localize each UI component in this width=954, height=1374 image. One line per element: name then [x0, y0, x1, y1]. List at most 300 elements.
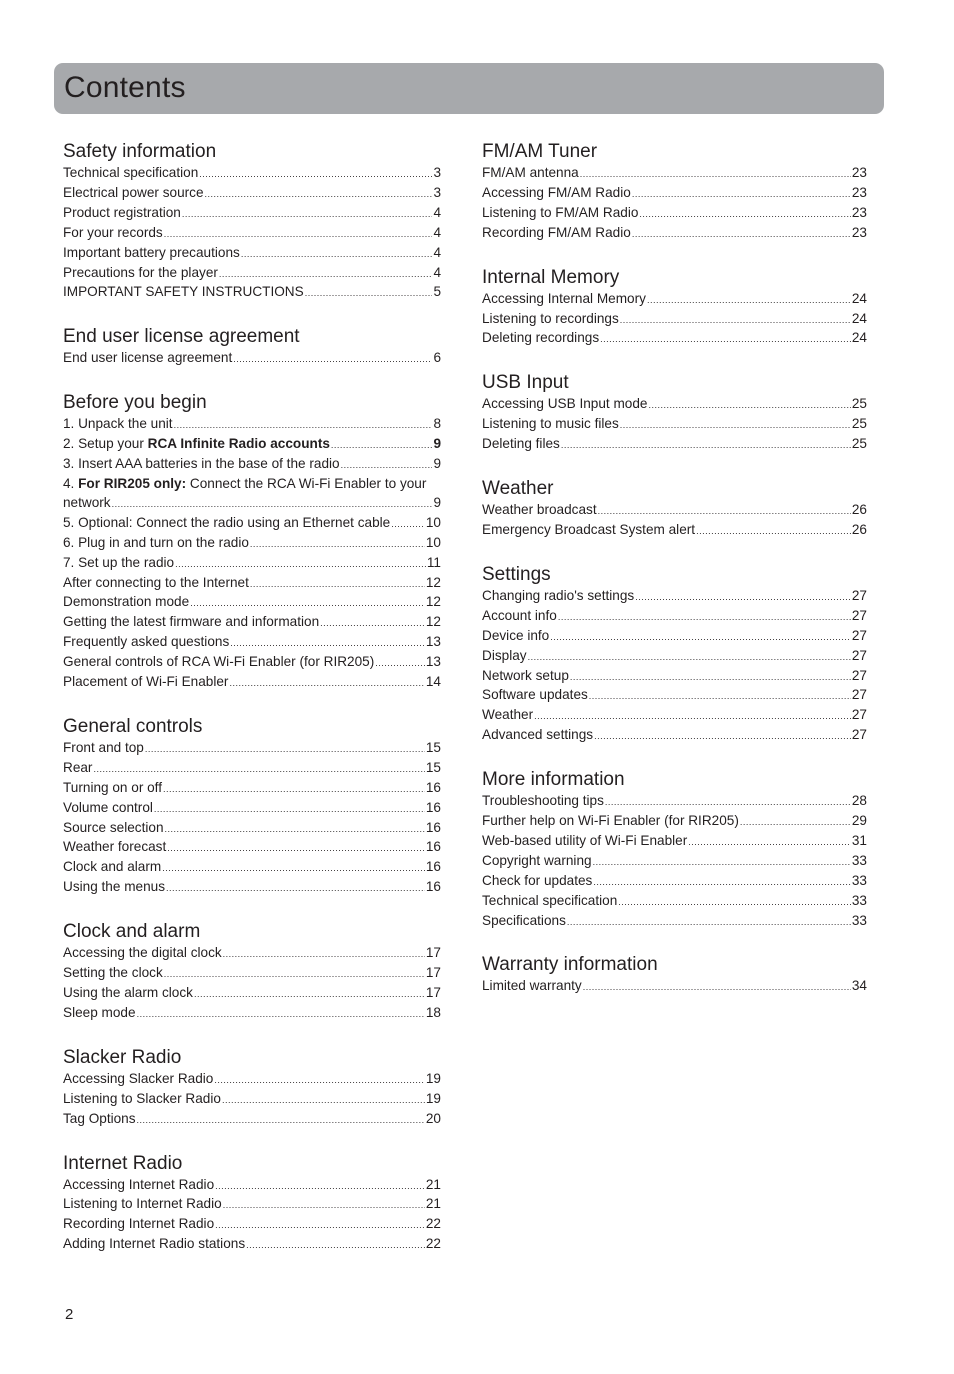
- toc-section: [63, 1046, 441, 1130]
- entry-page-number: 9: [433, 456, 441, 472]
- toc-entry[interactable]: [482, 587, 867, 607]
- entry-page-number: 28: [851, 793, 867, 809]
- entry-prefix: 2. Setup your: [63, 436, 148, 452]
- toc-entry[interactable]: [63, 633, 441, 653]
- toc-entry[interactable]: [63, 534, 441, 554]
- entry-title: Deleting recordings: [482, 330, 600, 346]
- entry-page-number: 12: [425, 574, 441, 590]
- entry-title: Clock and alarm: [63, 859, 162, 875]
- dot-leader: [233, 350, 432, 369]
- entry-title: Precautions for the player: [63, 264, 218, 280]
- entry-title: Display: [482, 647, 527, 663]
- entry-title: Limited warranty: [482, 978, 582, 994]
- toc-entry[interactable]: [482, 435, 867, 455]
- entry-title: Product registration: [63, 204, 181, 220]
- entry-page-number: 34: [851, 978, 867, 994]
- section-title: Safety information: [63, 141, 217, 162]
- toc-entry[interactable]: [63, 1235, 441, 1255]
- dot-leader: [167, 839, 425, 858]
- toc-section: [482, 140, 867, 244]
- dot-leader: [632, 225, 851, 244]
- toc-section: [63, 391, 441, 693]
- dot-leader: [215, 1216, 425, 1235]
- entry-page-number: 16: [425, 799, 441, 815]
- section-title: Weather: [482, 478, 554, 500]
- entry-page-number: 16: [425, 819, 441, 835]
- entry-title: Weather broadcast: [482, 502, 597, 518]
- entry-title: Check for updates: [482, 872, 593, 888]
- entry-title: 6. Plug in and turn on the radio: [63, 534, 249, 550]
- page-number: 2: [65, 1306, 74, 1323]
- entry-page-number: 33: [851, 852, 867, 868]
- entry-title: Accessing Internet Radio: [63, 1176, 215, 1192]
- dot-leader: [528, 648, 851, 667]
- toc-entry[interactable]: [482, 647, 867, 667]
- entry-page-number: 12: [425, 614, 441, 630]
- section-title: FM/AM Tuner: [482, 141, 598, 162]
- entry-title: Account info: [482, 607, 557, 623]
- dot-leader: [190, 594, 425, 613]
- entry-page-number: 4: [433, 204, 441, 220]
- entry-page-number: 15: [425, 739, 441, 755]
- section-title: USB Input: [482, 372, 569, 394]
- entry-page-number: 27: [851, 707, 867, 723]
- toc-entry[interactable]: [63, 759, 441, 779]
- toc-entry[interactable]: [63, 739, 441, 759]
- entry-page-number: 25: [851, 416, 867, 432]
- entry-title: Changing radio's settings: [482, 587, 635, 603]
- entry-page-number: 16: [425, 879, 441, 895]
- entry-page-number: 19: [425, 1070, 441, 1086]
- entry-title: Weather forecast: [63, 839, 167, 855]
- entry-page-number: 4: [433, 224, 441, 240]
- entry-title: Sleep mode: [63, 1004, 136, 1020]
- entry-title: Important battery precautions: [63, 244, 240, 260]
- toc-section: [63, 140, 441, 303]
- entry-title: Web-based utility of Wi-Fi Enabler: [482, 832, 688, 848]
- entry-page-number: 4: [433, 264, 441, 280]
- toc-entry[interactable]: [482, 204, 867, 224]
- entry-title: Adding Internet Radio stations: [63, 1236, 246, 1252]
- entry-title: Getting the latest firmware and information: [63, 614, 320, 630]
- entry-page-number: 11: [426, 554, 441, 570]
- toc-entry[interactable]: [63, 574, 441, 594]
- entry-title: Accessing USB Input mode: [482, 396, 648, 412]
- entry-title: Further help on Wi-Fi Enabler (for RIR205): [482, 813, 739, 829]
- dot-leader: [550, 628, 851, 647]
- toc-entry[interactable]: [482, 310, 867, 330]
- entry-title: Technical specification: [482, 892, 618, 908]
- section-title: Clock and alarm: [63, 921, 201, 943]
- dot-leader: [320, 614, 425, 633]
- dot-leader: [534, 707, 851, 726]
- entry-title: 1. Unpack the unit: [63, 416, 173, 432]
- dot-leader: [163, 780, 425, 799]
- dot-leader: [154, 800, 425, 819]
- toc-entry[interactable]: [63, 1176, 441, 1196]
- entry-title: Recording Internet Radio: [63, 1216, 215, 1232]
- toc-entry[interactable]: [482, 832, 867, 852]
- section-title: Internet Radio: [63, 1152, 183, 1174]
- toc-entry[interactable]: [63, 554, 441, 574]
- toc-section: [482, 477, 867, 541]
- toc-entry[interactable]: [63, 838, 441, 858]
- dot-leader: [570, 668, 851, 687]
- entry-title: Weather: [482, 707, 534, 723]
- dot-leader: [696, 522, 851, 541]
- toc-entry[interactable]: [63, 1004, 441, 1024]
- toc-entry-line: [63, 475, 441, 494]
- entry-title: Accessing Internal Memory: [482, 290, 646, 306]
- dot-leader: [250, 535, 425, 554]
- dot-leader: [600, 330, 851, 349]
- dot-leader: [145, 740, 425, 759]
- dot-leader: [250, 575, 425, 594]
- entry-page-number: 23: [851, 204, 867, 220]
- toc-entry-line: [63, 494, 441, 514]
- toc-section: [63, 920, 441, 1024]
- entry-title: Frequently asked questions: [63, 634, 230, 650]
- entry-title: End user license agreement: [63, 350, 233, 366]
- entry-page-number: 26: [851, 521, 867, 537]
- toc-section: [482, 563, 867, 746]
- toc-entry[interactable]: [482, 415, 867, 435]
- entry-title: After connecting to the Internet: [63, 574, 249, 590]
- entry-title: Specifications: [482, 912, 566, 928]
- toc-section: [482, 266, 867, 350]
- entry-bold-text: For RIR205 only:: [78, 475, 187, 491]
- dot-leader: [223, 1196, 425, 1215]
- entry-title: Emergency Broadcast System alert: [482, 521, 696, 537]
- dot-leader: [241, 245, 433, 264]
- entry-page-number: 14: [425, 674, 441, 690]
- dot-leader: [137, 1111, 425, 1130]
- entry-title: Using the alarm clock: [63, 985, 193, 1000]
- entry-title: FM/AM antenna: [482, 165, 579, 180]
- dot-leader: [688, 833, 851, 852]
- entry-page-number: 3: [433, 165, 441, 180]
- entry-page-number: 13: [425, 654, 441, 670]
- entry-title: Volume control: [63, 799, 153, 815]
- entry-page-number: 21: [425, 1176, 441, 1192]
- header-bar: [54, 63, 884, 114]
- entry-page-number: 10: [425, 514, 441, 530]
- entry-page-number: 16: [425, 859, 441, 875]
- entry-prefix: 4.: [63, 475, 79, 491]
- toc-section: [63, 325, 441, 369]
- toc-section: [63, 1152, 441, 1256]
- toc-entry[interactable]: [482, 184, 867, 204]
- entry-title: Software updates: [482, 687, 588, 703]
- entry-title: Troubleshooting tips: [482, 793, 604, 809]
- dot-leader: [635, 588, 851, 607]
- entry-page-number: 22: [425, 1236, 441, 1252]
- toc-entry[interactable]: [63, 1110, 441, 1130]
- dot-leader: [341, 456, 433, 475]
- entry-title: IMPORTANT SAFETY INSTRUCTIONS: [63, 284, 304, 300]
- toc-entry[interactable]: [482, 164, 867, 184]
- entry-title: Network setup: [482, 667, 569, 683]
- entry-page-number: 27: [851, 727, 867, 743]
- entry-page-number: 12: [425, 594, 441, 610]
- toc-entry[interactable]: [482, 224, 867, 244]
- right-column: [482, 140, 867, 1019]
- dot-leader: [620, 416, 851, 435]
- dot-leader: [589, 687, 851, 706]
- entry-title: 7. Set up the radio: [63, 554, 175, 570]
- entry-title: Source selection: [63, 819, 164, 835]
- dot-leader: [375, 654, 425, 673]
- entry-title: Listening to Internet Radio: [63, 1196, 222, 1212]
- entry-title: Rear: [63, 759, 93, 775]
- entry-page-number: 31: [851, 832, 867, 848]
- dot-leader: [175, 555, 426, 574]
- entry-page-number: 4: [433, 244, 441, 260]
- dot-leader: [618, 893, 851, 912]
- entry-page-number: 24: [851, 310, 867, 326]
- toc-entry[interactable]: [482, 329, 867, 349]
- entry-page-number: 21: [425, 1196, 441, 1212]
- toc-entry[interactable]: [482, 686, 867, 706]
- toc-entry[interactable]: [63, 653, 441, 673]
- dot-leader: [112, 495, 433, 514]
- entry-page-number: 17: [425, 945, 441, 961]
- toc-section: [482, 371, 867, 455]
- dot-leader: [222, 1091, 425, 1110]
- toc-entry[interactable]: [482, 852, 867, 872]
- toc-entry[interactable]: [482, 912, 867, 932]
- entry-page-number: 20: [425, 1110, 441, 1126]
- toc-entry[interactable]: [482, 290, 867, 310]
- dot-leader: [230, 634, 425, 653]
- entry-title: 3. Insert AAA batteries in the base of the radio: [63, 456, 340, 472]
- entry-title: Tag Options: [63, 1110, 136, 1126]
- toc-entry[interactable]: [63, 349, 441, 369]
- entry-title: Accessing FM/AM Radio: [482, 184, 631, 200]
- dot-leader: [740, 813, 851, 832]
- dot-leader: [214, 1071, 425, 1090]
- toc-entry[interactable]: [63, 984, 441, 1004]
- toc-entry[interactable]: [63, 779, 441, 799]
- entry-page-number: 18: [425, 1004, 441, 1020]
- entry-page-number: 9: [433, 436, 441, 452]
- entry-title: Placement of Wi-Fi Enabler: [63, 674, 229, 690]
- toc-entry[interactable]: [63, 1090, 441, 1110]
- entry-page-number: 27: [851, 587, 867, 603]
- entry-page-number: 22: [425, 1216, 441, 1232]
- toc-entry[interactable]: [63, 514, 441, 534]
- entry-page-number: 33: [851, 872, 867, 888]
- entry-page-number: 24: [851, 290, 867, 306]
- dot-leader: [620, 311, 851, 330]
- toc-section: [482, 953, 867, 997]
- toc-entry[interactable]: [482, 667, 867, 687]
- section-title: Settings: [482, 563, 551, 585]
- entry-page-number: 3: [433, 184, 441, 200]
- entry-page-number: 15: [425, 759, 441, 775]
- entry-title: Advanced settings: [482, 727, 594, 743]
- toc-entry[interactable]: [482, 726, 867, 746]
- dot-leader: [558, 608, 851, 627]
- toc-entry[interactable]: [482, 395, 867, 415]
- entry-title: 5. Optional: Connect the radio using an Ethernet cable: [63, 514, 391, 530]
- dot-leader: [219, 265, 433, 284]
- dot-leader: [229, 674, 424, 693]
- entry-title: Listening to Slacker Radio: [63, 1090, 221, 1106]
- dot-leader: [246, 1236, 425, 1255]
- entry-page-number: 16: [425, 779, 441, 795]
- entry-bold-text: RCA Infinite Radio accounts: [147, 436, 330, 452]
- entry-page-number: 33: [851, 912, 867, 928]
- section-title: Warranty information: [482, 954, 658, 976]
- toc-entry[interactable]: [63, 799, 441, 819]
- entry-page-number: 27: [851, 667, 867, 683]
- entry-page-number: 26: [851, 502, 867, 518]
- dot-leader: [165, 820, 425, 839]
- toc-entry[interactable]: [63, 944, 441, 964]
- dot-leader: [648, 396, 850, 415]
- entry-page-number: 23: [851, 224, 867, 240]
- entry-page-number: 23: [851, 165, 867, 180]
- dot-leader: [331, 436, 433, 455]
- dot-leader: [561, 436, 851, 455]
- entry-title: Deleting files: [482, 436, 560, 452]
- entry-title: Listening to FM/AM Radio: [482, 204, 639, 220]
- section-title: General controls: [63, 715, 203, 737]
- entry-page-number: 25: [851, 436, 867, 452]
- entry-page-number: 33: [851, 892, 867, 908]
- entry-page-number: 23: [851, 184, 867, 200]
- dot-leader: [647, 291, 851, 310]
- left-column: [63, 140, 441, 1277]
- toc-entry[interactable]: [63, 475, 441, 514]
- entry-title: Electrical power source: [63, 184, 204, 200]
- entry-title: Listening to music files: [482, 416, 619, 432]
- dot-leader: [391, 515, 425, 534]
- section-title: Internal Memory: [482, 266, 620, 288]
- entry-title: Front and top: [63, 739, 144, 755]
- dot-leader: [605, 793, 851, 812]
- entry-title: Copyright warning: [482, 852, 592, 868]
- dot-leader: [598, 502, 851, 521]
- entry-page-number: 24: [851, 330, 867, 346]
- entry-title: [63, 435, 331, 454]
- dot-leader: [639, 205, 850, 224]
- toc-entry[interactable]: [63, 184, 441, 204]
- toc-entry[interactable]: [482, 977, 867, 997]
- toc-entry[interactable]: [63, 819, 441, 839]
- dot-leader: [174, 416, 433, 435]
- dot-leader: [215, 1177, 425, 1196]
- entry-title: Device info: [482, 627, 550, 643]
- dot-leader: [93, 760, 424, 779]
- toc-entry[interactable]: [482, 627, 867, 647]
- entry-page-number: 25: [851, 396, 867, 412]
- entry-page-number: 27: [851, 647, 867, 663]
- toc-entry[interactable]: [63, 435, 441, 455]
- dot-leader: [305, 284, 433, 303]
- toc-entry[interactable]: [63, 858, 441, 878]
- section-title: Slacker Radio: [63, 1046, 182, 1068]
- entry-title: Technical specification: [63, 165, 199, 180]
- entry-page-number: 5: [433, 284, 441, 300]
- entry-title: Demonstration mode: [63, 594, 190, 610]
- toc-entry[interactable]: [63, 224, 441, 244]
- entry-title: For your records: [63, 224, 163, 240]
- toc-entry[interactable]: [63, 204, 441, 224]
- entry-page-number: 27: [851, 627, 867, 643]
- entry-page-number: 8: [433, 416, 441, 432]
- toc-entry[interactable]: [482, 521, 867, 541]
- section-title: End user license agreement: [63, 326, 300, 348]
- entry-page-number: 29: [851, 813, 867, 829]
- dot-leader: [162, 859, 425, 878]
- entry-title: Using the menus: [63, 879, 166, 895]
- dot-leader: [164, 965, 425, 984]
- toc-entry[interactable]: [63, 964, 441, 984]
- dot-leader: [166, 879, 425, 898]
- toc-entry[interactable]: [482, 892, 867, 912]
- dot-leader: [199, 165, 432, 184]
- toc-entry[interactable]: [63, 673, 441, 693]
- entry-page-number: 6: [433, 350, 441, 366]
- toc-entry[interactable]: [63, 1215, 441, 1235]
- dot-leader: [137, 1005, 425, 1024]
- dot-leader: [632, 185, 851, 204]
- toc-section: [63, 715, 441, 898]
- entry-title: General controls of RCA Wi-Fi Enabler (for RIR205): [63, 654, 375, 670]
- toc-entry[interactable]: [63, 415, 441, 435]
- dot-leader: [567, 913, 851, 932]
- entry-text: network: [63, 494, 111, 510]
- toc-entry[interactable]: [63, 1195, 441, 1215]
- dot-leader: [580, 165, 851, 184]
- entry-text: Connect the RCA Wi-Fi Enabler to your: [186, 475, 427, 491]
- entry-page-number: 9: [433, 494, 441, 510]
- toc-entry[interactable]: [63, 264, 441, 284]
- page-title: Contents: [64, 71, 186, 104]
- entry-page-number: 27: [851, 607, 867, 623]
- dot-leader: [205, 185, 433, 204]
- toc-entry[interactable]: [63, 593, 441, 613]
- dot-leader: [593, 853, 851, 872]
- section-title: More information: [482, 769, 625, 791]
- toc-entry[interactable]: [482, 607, 867, 627]
- toc-entry[interactable]: [63, 613, 441, 633]
- toc-entry[interactable]: [482, 812, 867, 832]
- toc-entry[interactable]: [482, 872, 867, 892]
- toc-entry[interactable]: [482, 792, 867, 812]
- entry-page-number: 17: [425, 965, 441, 981]
- toc-entry[interactable]: [63, 164, 441, 184]
- toc-section: [482, 768, 867, 931]
- toc-entry[interactable]: [63, 878, 441, 898]
- dot-leader: [593, 873, 851, 892]
- entry-page-number: 10: [425, 534, 441, 550]
- dot-leader: [194, 985, 425, 1004]
- toc-entry[interactable]: [63, 283, 441, 303]
- toc-entry[interactable]: [63, 244, 441, 264]
- toc-entry[interactable]: [63, 455, 441, 475]
- toc-entry[interactable]: [482, 706, 867, 726]
- entry-title: Listening to recordings: [482, 310, 619, 326]
- dot-leader: [164, 225, 433, 244]
- dot-leader: [583, 978, 851, 997]
- toc-entry[interactable]: [482, 501, 867, 521]
- toc-entry[interactable]: [63, 1070, 441, 1090]
- entry-title: Accessing Slacker Radio: [63, 1070, 214, 1086]
- entry-title: Accessing the digital clock: [63, 945, 222, 961]
